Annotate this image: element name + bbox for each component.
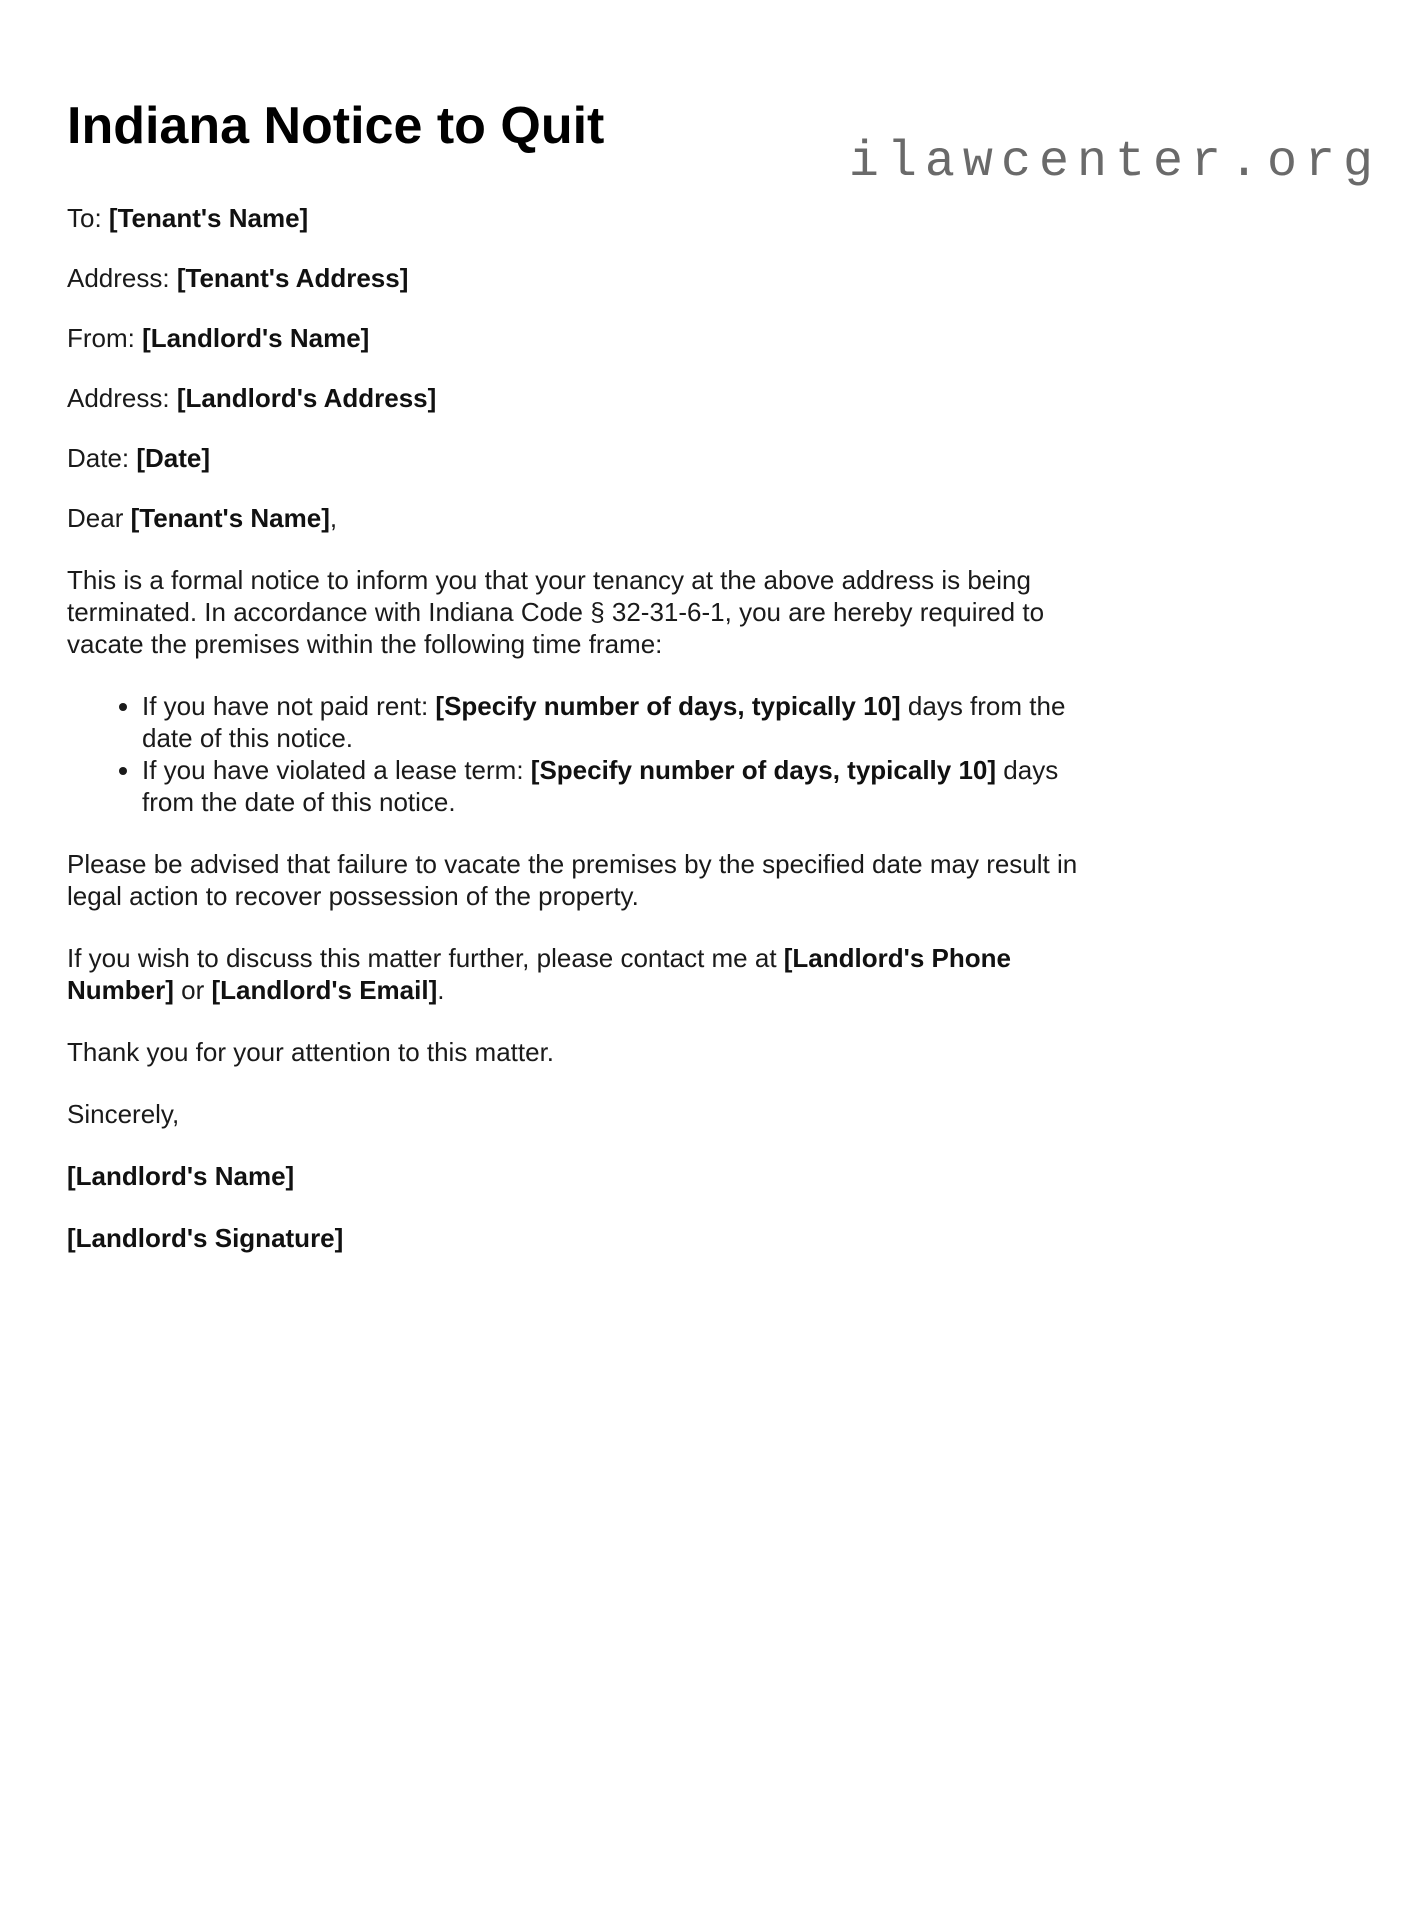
salutation-line	[67, 502, 1097, 534]
text-segment: Date:	[67, 443, 137, 473]
text-segment: or	[173, 975, 212, 1005]
text-segment: If you have violated a lease term:	[142, 755, 531, 785]
placeholder-text: [Landlord's Name]	[67, 1161, 295, 1191]
text-segment: To:	[67, 203, 109, 233]
text-segment: If you have not paid rent:	[142, 691, 436, 721]
text-segment: Dear	[67, 503, 131, 533]
placeholder-text: [Date]	[136, 443, 211, 473]
termination-notice-paragraph	[67, 564, 1097, 660]
date-line	[67, 442, 1097, 474]
placeholder-text: [Tenant's Name]	[130, 503, 330, 533]
notice-letter-document	[0, 96, 1097, 1254]
text-segment: days from the date of this notice.	[142, 755, 1059, 817]
to-line	[67, 202, 1097, 234]
lease-violation-list-item	[142, 754, 1097, 818]
unpaid-rent-list-item	[142, 690, 1097, 754]
notice-periods-list	[67, 690, 1097, 818]
text-segment: Address:	[67, 383, 177, 413]
signature-placeholder-line	[67, 1222, 1097, 1254]
placeholder-text: [Specify number of days, typically 10]	[435, 691, 901, 721]
placeholder-text: [Landlord's Signature]	[67, 1223, 344, 1253]
text-segment: From:	[67, 323, 143, 353]
tenant-address-line	[67, 262, 1097, 294]
page-title: Indiana Notice to Quit	[67, 97, 605, 155]
text-segment: Sincerely,	[67, 1099, 180, 1129]
text-segment: days from the date of this notice.	[142, 691, 1066, 753]
closing-line	[67, 1098, 1097, 1130]
text-segment: This is a formal notice to inform you that your tenancy at the above address is being terminated. In accordance with Indiana Code § 32-31-6-1, you are hereby required to vacate the premises within the following time frame:	[67, 565, 1045, 659]
placeholder-text: [Tenant's Name]	[108, 203, 309, 233]
landlord-address-line	[67, 382, 1097, 414]
placeholder-text: [Landlord's Address]	[176, 383, 437, 413]
signature-name-line	[67, 1160, 1097, 1192]
site-watermark: ilawcenter.org	[848, 134, 1381, 191]
text-segment: Please be advised that failure to vacate the premises by the specified date may result in legal action to recover possession of the property.	[67, 849, 1078, 911]
placeholder-text: [Landlord's Name]	[142, 323, 370, 353]
text-segment: ,	[329, 503, 338, 533]
placeholder-text: [Tenant's Address]	[176, 263, 409, 293]
text-segment: .	[437, 975, 445, 1005]
text-segment: Thank you for your attention to this matter.	[67, 1037, 555, 1067]
from-line	[67, 322, 1097, 354]
placeholder-text: [Landlord's Phone Number]	[67, 943, 1011, 1005]
thank-you-paragraph	[67, 1036, 1097, 1068]
text-segment: If you wish to discuss this matter further, please contact me at	[67, 943, 784, 973]
placeholder-text: [Landlord's Email]	[211, 975, 438, 1005]
legal-action-warning-paragraph	[67, 848, 1097, 912]
text-segment: Address:	[67, 263, 177, 293]
placeholder-text: [Specify number of days, typically 10]	[530, 755, 997, 785]
contact-information-paragraph	[67, 942, 1097, 1006]
